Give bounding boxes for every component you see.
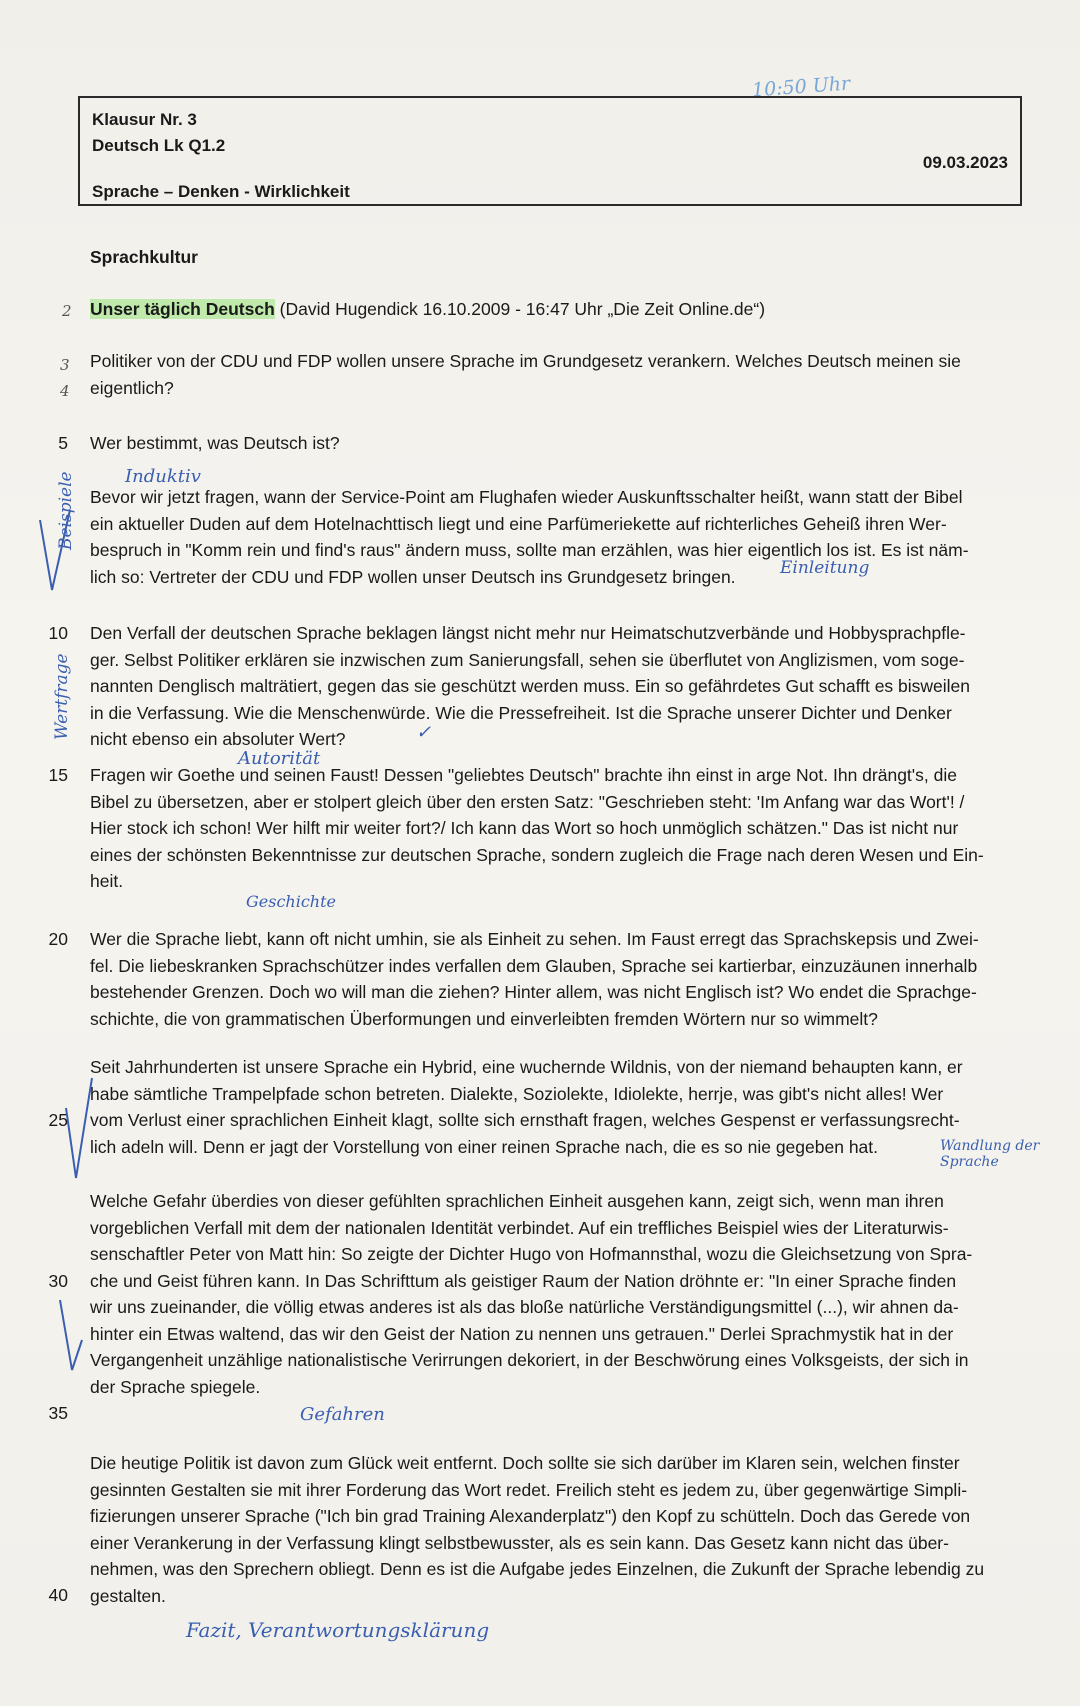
text-line: schichte, die von grammatischen Überformungen und einverleibten fremden Wörtern nur so wimmelt? (90, 1008, 878, 1029)
text-line: eines der schönsten Bekenntnisse zur deutschen Sprache, sondern zugleich die Frage nach deren Wesen und Ein- (90, 844, 984, 865)
paragraph-5 (48, 1054, 1030, 1160)
text-line: vorgeblichen Verfall mit dem der nationalen Identität verbindet. Auf ein treffliches Beispiel wies der Literaturwis- (90, 1217, 949, 1238)
margin-check-stroke (52, 1290, 92, 1380)
line-number: 40 (48, 1585, 68, 1605)
lead-line: eigentlich? (90, 377, 174, 398)
annotation-einleitung: Einleitung (780, 558, 870, 578)
lead-line: Politiker von der CDU und FDP wollen unsere Sprache im Grundgesetz verankern. Welches Deutsch meinen sie (90, 351, 961, 371)
text-line: gestalten. (90, 1585, 166, 1606)
margin-number: 4 (60, 382, 70, 400)
text-line: senschaftler Peter von Matt hin: So zeigte der Dichter Hugo von Hofmannsthal, wozu die Gleichsetzung von Spra- (90, 1244, 973, 1264)
paragraph-3 (48, 762, 1030, 895)
annotation-wertfrage: Wertfrage (52, 653, 72, 740)
paragraph-7 (48, 1450, 1030, 1609)
paragraph-1 (90, 484, 1030, 590)
paragraph-4 (48, 926, 1030, 1032)
line-number: 5 (58, 433, 68, 453)
text-line: Vergangenheit unzählige nationalistische Verirrungen dekoriert, in der Beschwörung eines Volksgeists, der sich in (90, 1350, 969, 1370)
text-line: in die Verfassung. Wie die Menschenwürde. Wie die Pressefreiheit. Ist die Sprache unserer Dichter und Denker (90, 702, 952, 723)
annotation-wandlung: Wandlung der Sprache (940, 1138, 1040, 1170)
line-number: 20 (48, 929, 68, 949)
article-question (58, 430, 1030, 457)
text-line: Fragen wir Goethe und seinen Faust! Dessen "geliebtes Deutsch" brachte ihn einst in arge Not. Ihn drängt's, die (90, 765, 957, 785)
text-line: Bevor wir jetzt fragen, wann der Service-Point am Flughafen wieder Auskunftsschalter heißt, wann statt der Bibel (90, 487, 963, 507)
text-line: Die heutige Politik ist davon zum Glück weit entfernt. Doch sollte sie sich darüber im Klaren sein, welchen finster (90, 1453, 960, 1473)
text-line: fizierungen unserer Sprache ("Ich bin grad Training Alexanderplatz") den Kopf zu schütteln. Doch das Gerede von (90, 1506, 971, 1526)
margin-number: 3 (60, 356, 70, 374)
text-line: gesinnten Gestalten sie mit ihrer Forderung das Wort redet. Freilich steht es jedem zu, über gegenwärtige Simpli- (90, 1479, 968, 1500)
check-mark: ✓ (416, 722, 432, 743)
annotation-gefahren: Gefahren (300, 1404, 385, 1425)
text-line: Wer die Sprache liebt, kann oft nicht umhin, sie als Einheit zu sehen. Im Faust erregt das Sprachskepsis und Zwei- (90, 929, 979, 949)
text-line: bespruch in "Komm rein und find's raus" ändern muss, sollte man erzählen, was hier eigentlich los ist. Es ist näm- (90, 540, 969, 560)
question-text: Wer bestimmt, was Deutsch ist? (90, 433, 340, 453)
annotation-induktiv: Induktiv (125, 466, 201, 487)
text-line: ger. Selbst Politiker erklären sie inzwischen zum Sanierungsfall, sehen sie überflutet von Anglizismen, vom soge- (90, 649, 965, 670)
text-line: bestehender Grenzen. Doch wo will man die ziehen? Hinter allem, was nicht Englisch ist? Wo endet die Sprachge- (90, 982, 977, 1002)
section-title: Sprachkultur (90, 247, 198, 267)
text-line: Hier stock ich schon! Wer hilft mir weiter fort?/ Ich kann das Wort so hoch unmöglich schätzen." Das ist nicht nur (90, 818, 959, 838)
text-line: fel. Die liebeskranken Sprachschützer indes verfallen dem Glauben, Sprache sei kartierbar, einzuzäunen innerhalb (90, 955, 978, 976)
text-line: lich adeln will. Denn er jagt der Vorstellung von einer reinen Sprache nach, die es so nie gegeben hat. (90, 1136, 879, 1157)
text-line: heit. (90, 871, 124, 891)
text-line: habe sämtliche Trampelpfade schon betreten. Dialekte, Soziolekte, Idiolekte, herrje, was gibt's nicht alles! Wer (90, 1083, 944, 1104)
article-source: (David Hugendick 16.10.2009 - 16:47 Uhr „Die Zeit Online.de“) (274, 299, 766, 319)
text-line: Welche Gefahr überdies von dieser gefühlten sprachlichen Einheit ausgehen kann, zeigt sich, wenn man ihren (90, 1191, 944, 1211)
article-lead (90, 348, 1030, 401)
margin-number: 2 (62, 302, 72, 320)
text-line: Bibel zu übersetzen, aber er stolpert gleich über den ersten Satz: "Geschrieben steht: 'Im Anfang war das Wort'! / (90, 791, 965, 812)
text-line: nannten Denglisch malträtiert, gegen das sie geschützt werden muss. Ein so gefährdetes Gut schafft es bisweilen (90, 676, 971, 696)
text-line: wir uns zueinander, die völlig etwas anderes ist als das bloße natürliche Verständigungsmittel (...), wir ahnen da- (90, 1297, 959, 1317)
line-number: 35 (48, 1403, 68, 1423)
text-line: nicht ebenso ein absoluter Wert? (90, 729, 346, 749)
annotation-geschichte: Geschichte (246, 892, 337, 911)
text-line: der Sprache spiegele. (90, 1376, 261, 1397)
margin-check-stroke (58, 1068, 98, 1188)
text-line: ein aktueller Duden auf dem Hotelnachttisch liegt und eine Parfümeriekette auf richterliches Geheiß ihren Wer- (90, 513, 947, 534)
exam-date: 09.03.2023 (922, 153, 1008, 172)
article-title: Unser täglich Deutsch (90, 299, 275, 319)
text-line: einer Verankerung in der Verfassung klingt selbstbewusster, als es sein kann. Das Gesetz kann nicht das über- (90, 1532, 949, 1553)
text-line: hinter ein Etwas waltend, das wir den Geist der Nation zu nennen uns getrauen." Derlei Sprachmystik hat in der (90, 1323, 954, 1344)
exam-header-box (78, 96, 1022, 206)
line-number: 10 (48, 623, 68, 643)
handwritten-time-note: 10:50 Uhr (751, 72, 851, 102)
annotation-beispiele: Beispiele (56, 471, 76, 550)
line-number: 15 (48, 765, 68, 785)
text-line: che und Geist führen kann. In Das Schrifttum als geistiger Raum der Nation dröhnte er: "In einer Sprache finden (90, 1270, 957, 1291)
line-number: 25 (48, 1110, 68, 1130)
annotation-fazit: Fazit, Verantwortungsklärung (186, 1618, 490, 1642)
text-line: Seit Jahrhunderten ist unsere Sprache ein Hybrid, eine wuchernde Wildnis, von der niemand behaupten kann, er (90, 1057, 963, 1077)
text-line: vom Verlust einer sprachlichen Einheit klagt, sollte sich ernsthaft fragen, welches Gespenst er verfassungsrecht- (90, 1110, 960, 1130)
margin-check-stroke (30, 500, 90, 610)
exam-number: Klausur Nr. 3 (92, 110, 197, 129)
text-line: lich so: Vertreter der CDU und FDP wollen unser Deutsch ins Grundgesetz bringen. (90, 566, 736, 587)
course-name: Deutsch Lk Q1.2 (92, 136, 226, 155)
line-number: 30 (48, 1271, 68, 1291)
text-line: nehmen, was den Sprechern obliegt. Denn es ist die Aufgabe jedes Einzelnen, die Zukunft der Sprache lebendig zu (90, 1559, 985, 1579)
article-title-line (90, 296, 1030, 323)
text-line: Den Verfall der deutschen Sprache beklagen längst nicht mehr nur Heimatschutzverbände und Hobbysprachpfle- (90, 623, 966, 643)
annotation-autoritaet: Autorität (238, 748, 321, 769)
exam-topic: Sprache – Denken - Wirklichkeit (92, 182, 350, 201)
